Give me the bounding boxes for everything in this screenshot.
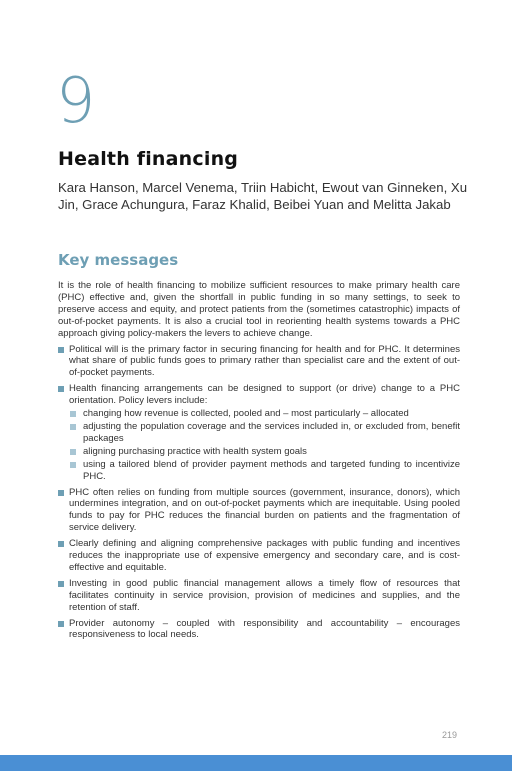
square-bullet-icon (58, 490, 64, 496)
bullet-item (58, 618, 460, 642)
chapter-number: 9 (56, 64, 96, 137)
sub-bullet-text: using a tailored blend of provider payment methods and targeted funding to incentivize PHC. (83, 458, 460, 482)
bullet-text: Health financing arrangements can be designed to support (or drive) change to a PHC orientation. Policy levers include: (69, 383, 460, 407)
sub-bullet-text: adjusting the population coverage and the services included in, or excluded from, benefit packages (83, 420, 460, 444)
chapter-title: Health financing (58, 148, 239, 170)
square-bullet-icon (58, 386, 64, 392)
key-messages-list (58, 344, 460, 642)
sub-bullet-item (69, 408, 460, 420)
bullet-item (58, 578, 460, 614)
sub-bullet-item (69, 459, 460, 483)
chapter-authors: Kara Hanson, Marcel Venema, Triin Habicht, Ewout van Ginneken, Xu Jin, Grace Achungura, Faraz Khalid, Beibei Yuan and Melitta Jakab (58, 180, 468, 212)
square-sub-bullet-icon (70, 424, 76, 430)
bullet-item (58, 538, 460, 574)
square-sub-bullet-icon (70, 411, 76, 417)
bullet-text: Investing in good public financial management allows a timely flow of resources that facilitates continuity in service provision, provision of medicines and supplies, and the retention of staff. (69, 577, 460, 613)
intro-paragraph: It is the role of health financing to mobilize sufficient resources to make primary health care (PHC) effective and, given the shortfall in public funding in so many settings, to seek to preserve access and equity, and protect patients from the (sometimes catastrophic) impacts of out-of-pocket payments. It is also a crucial tool in reorienting health systems towards a PHC approach giving policy-makers the levers to achieve change. (58, 280, 460, 339)
bullet-text: Political will is the primary factor in securing financing for health and for PHC. It determines what share of public funds goes to primary rather than specialist care and the extent of out-of-pocket payments. (69, 343, 460, 379)
bullet-item (58, 344, 460, 380)
sub-bullet-item (69, 421, 460, 445)
bullet-text: Provider autonomy – coupled with responsibility and accountability – encourages responsiveness to local needs. (69, 617, 460, 641)
key-messages-heading: Key messages (58, 251, 179, 269)
sub-bullet-text: aligning purchasing practice with health system goals (83, 445, 307, 457)
square-bullet-icon (58, 541, 64, 547)
page-number: 219 (442, 730, 458, 740)
square-bullet-icon (58, 621, 64, 627)
square-bullet-icon (58, 347, 64, 353)
square-sub-bullet-icon (70, 449, 76, 455)
bullet-text: Clearly defining and aligning comprehensive packages with public funding and incentives reduces the inappropriate use of expensive emergency and secondary care, and is cost-effective and equitable. (69, 538, 460, 573)
square-sub-bullet-icon (70, 462, 76, 468)
footer-bar (0, 755, 512, 771)
key-messages-body (58, 280, 460, 645)
policy-levers-list (69, 408, 460, 482)
bullet-text: PHC often relies on funding from multiple sources (government, insurance, donors), which undermines integration, and on out-of-pocket payments which are inequitable. Using pooled funds to pay for PHC reduces the financial burden on patients and the fragmentation of service delivery. (69, 486, 460, 534)
square-bullet-icon (58, 581, 64, 587)
sub-bullet-item (69, 446, 460, 458)
bullet-item (58, 487, 460, 535)
bullet-item (58, 383, 460, 482)
sub-bullet-text: changing how revenue is collected, pooled and – most particularly – allocated (83, 408, 409, 420)
